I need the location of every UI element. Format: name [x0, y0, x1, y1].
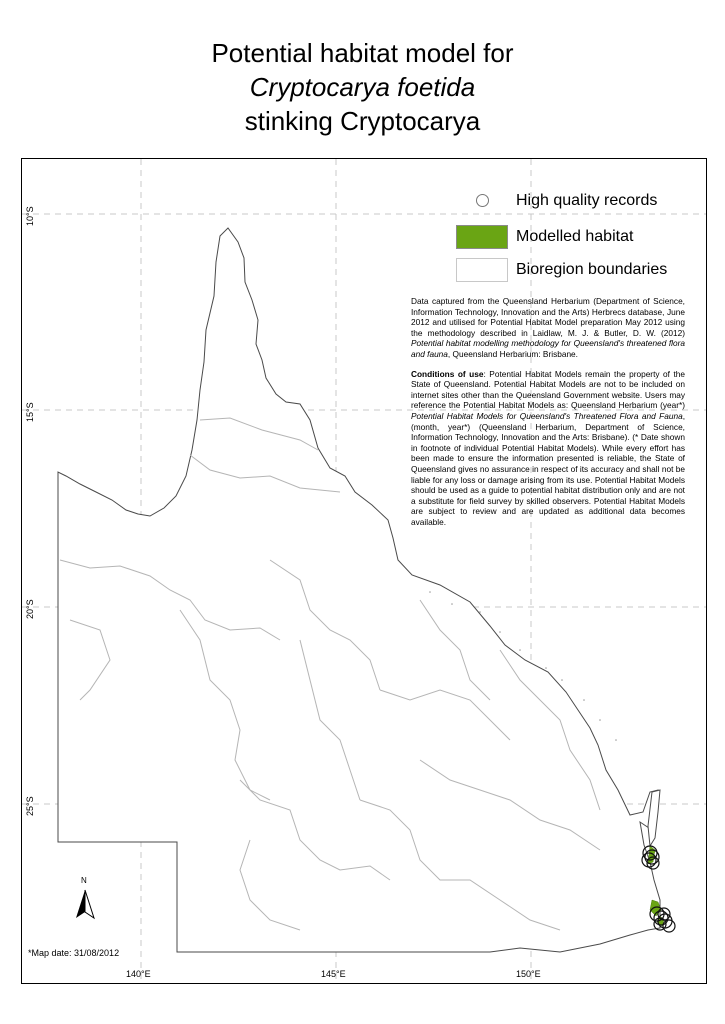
- title-species-name: Cryptocarya foetida: [249, 72, 476, 102]
- lat-label-25s: 25°S: [25, 796, 35, 816]
- legend-bioregions-label: Bioregion boundaries: [516, 261, 668, 278]
- legend-records-label: High quality records: [516, 192, 658, 209]
- north-arrow-icon: [70, 888, 100, 928]
- conditions-of-use-note: Conditions of use: Potential Habitat Models remain the property of the State of Queensland. Potential Habitat Models are not to be included on internet sites other than the Queensland Government website. Users may reference the Potential Habitat Models as: Queensland Herbarium (year*) Potential Habitat Models for Queensland's Threatened Flora and Fauna, (month, year*) (Queensland Herbarium, Department of Science, Information Technology, Innovation and the Arts: Brisbane). (* Date shown in footnote of individual Potential Habitat Models). While every effort has been made to ensure the information presented is reliable, the State of Queensland gives no assurance in respect of its accuracy and shall not be liable for any loss or damage arising from its use. Potential Habitat Models should be used as a guide to potential habitat distribution only and are not a substitute for field survey by skilled observers. Potential Habitat Models are subject to review and are updated as additional data becomes available.: [411, 368, 686, 527]
- habitat-swatch-icon: [456, 225, 508, 249]
- lat-label-20s: 20°S: [25, 599, 35, 619]
- record-circle-icon: [476, 194, 489, 207]
- north-arrow: [70, 876, 100, 924]
- data-source-note: Data captured from the Queensland Herbarium (Department of Science, Information Technology, Innovation and the Arts) Herbrecs database, June 2012 and utilised for Potential Habitat Model preparation May 2012 using the methodology described in Laidlaw, M. J. & Butler, D. W. (2012) Potential habitat modelling methodology for Queensland's threatened flora and fauna, Queensland Herbarium: Brisbane.: [411, 296, 685, 359]
- title-line-1: Potential habitat model for: [211, 38, 514, 68]
- lon-label-145e: 145°E: [321, 969, 346, 979]
- bioregion-swatch-icon: [456, 258, 508, 282]
- lon-label-150e: 150°E: [516, 969, 541, 979]
- lat-label-15s: 15°S: [25, 402, 35, 422]
- map-date: *Map date: 31/08/2012: [28, 948, 120, 958]
- lat-label-10s: 10°S: [25, 206, 35, 226]
- title-common-name: stinking Cryptocarya: [244, 106, 481, 136]
- legend-habitat-label: Modelled habitat: [516, 228, 634, 245]
- north-label: N: [81, 876, 87, 885]
- map-notes: [411, 296, 685, 536]
- lon-label-140e: 140°E: [126, 969, 151, 979]
